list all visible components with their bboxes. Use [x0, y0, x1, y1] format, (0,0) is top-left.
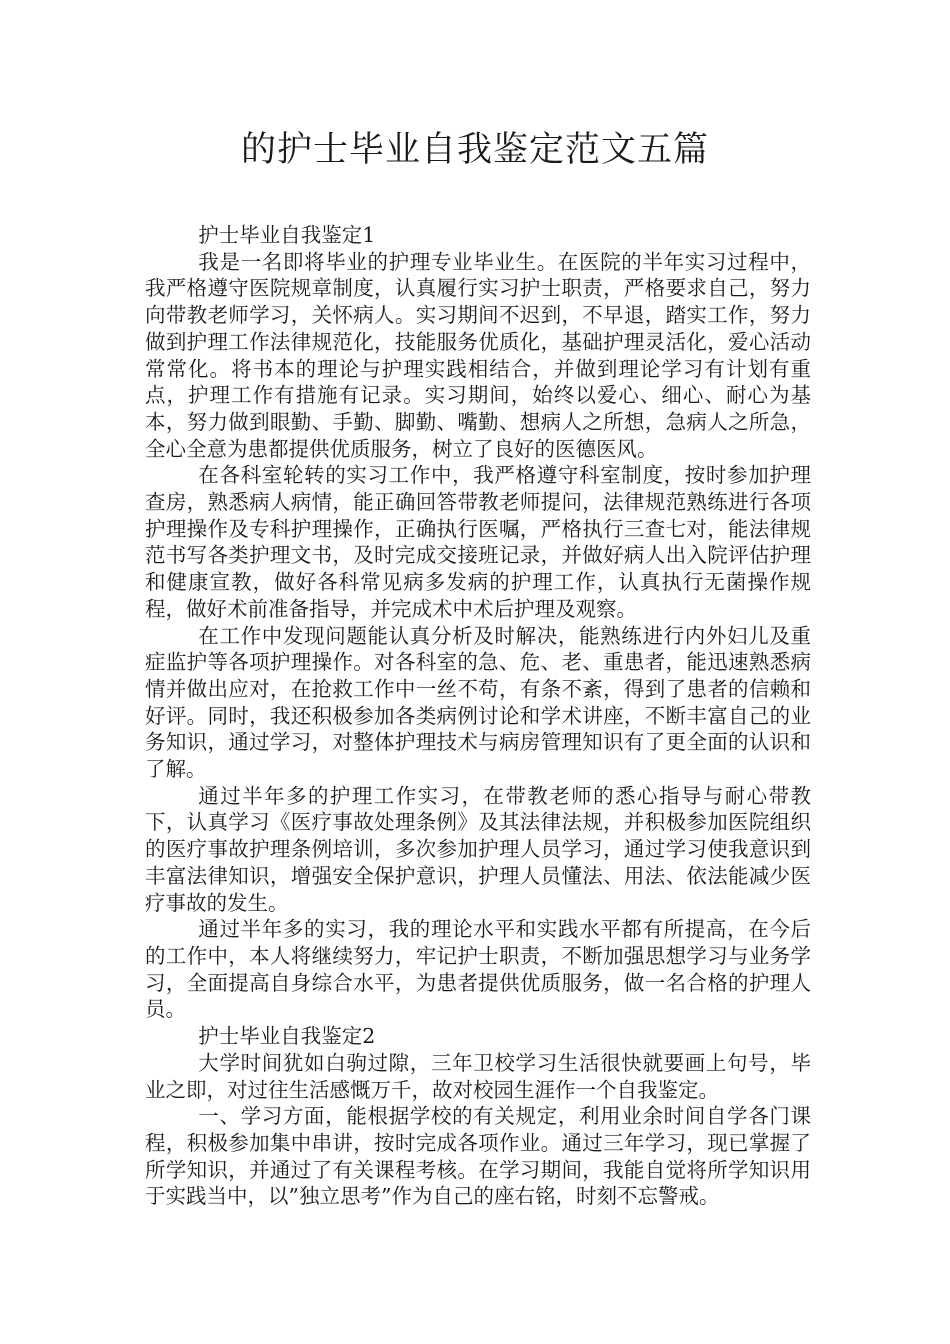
document-body [145, 222, 811, 1210]
paragraph: 在工作中发现问题能认真分析及时解决，能熟练进行内外妇儿及重症监护等各项护理操作。对各科室的急、危、老、重患者，能迅速熟悉病情并做出应对，在抢救工作中一丝不苟，有条不紊，得到了患者的信赖和好评。同时，我还积极参加各类病例讨论和学术讲座，不断丰富自己的业务知识，通过学习，对整体护理技术与病房管理知识有了更全面的认识和了解。 [145, 623, 811, 782]
paragraph: 一、学习方面，能根据学校的有关规定，利用业余时间自学各门课程，积极参加集中串讲，按时完成各项作业。通过三年学习，现已掌握了所学知识，并通过了有关课程考核。在学习期间，我能自觉将所学知识用于实践当中，以”独立思考”作为自己的座右铭，时刻不忘警戒。 [145, 1104, 811, 1209]
paragraph: 在各科室轮转的实习工作中，我严格遵守科室制度，按时参加护理查房，熟悉病人病情，能正确回答带教老师提问，法律规范熟练进行各项护理操作及专科护理操作，正确执行医嘱，严格执行三查七对，能法律规范书写各类护理文书，及时完成交接班记录，并做好病人出入院评估护理和健康宣教，做好各科常见病多发病的护理工作，认真执行无菌操作规程，做好术前准备指导，并完成术中术后护理及观察。 [145, 463, 811, 621]
section-heading: 护士毕业自我鉴定1 [198, 223, 376, 247]
document-title: 的护士毕业自我鉴定范文五篇 [240, 130, 709, 170]
paragraph: 通过半年多的实习，我的理论水平和实践水平都有所提高，在今后的工作中，本人将继续努力，牢记护士职责，不断加强思想学习与业务学习，全面提高自身综合水平，为患者提供优质服务，做一名合格的护理人员。 [145, 917, 811, 1022]
paragraph: 我是一名即将毕业的护理专业毕业生。在医院的半年实习过程中，我严格遵守医院规章制度，认真履行实习护士职责，严格要求自己，努力向带教老师学习，关怀病人。实习期间不迟到，不早退，踏实工作，努力做到护理工作法律规范化，技能服务优质化，基础护理灵活化，爱心活动常常化。将书本的理论与护理实践相结合，并做到理论学习有计划有重点，护理工作有措施有记录。实习期间，始终以爱心、细心、耐心为基本，努力做到眼勤、手勤、脚勤、嘴勤、想病人之所想，急病人之所急，全心全意为患都提供优质服务，树立了良好的医德医风。 [145, 249, 811, 461]
section-heading: 护士毕业自我鉴定2 [198, 1024, 376, 1049]
paragraph: 通过半年多的护理工作实习，在带教老师的悉心指导与耐心带教下，认真学习《医疗事故处理条例》及其法律法规，并积极参加医院组织的医疗事故护理条例培训，多次参加护理人员学习，通过学习使我意识到丰富法律知识，增强安全保护意识，护理人员懂法、用法、依法能减少医疗事故的发生。 [145, 783, 811, 915]
paragraph: 大学时间犹如白驹过隙，三年卫校学习生活很快就要画上句号，毕业之即，对过往生活感慨万千，故对校园生涯作一个自我鉴定。 [145, 1050, 811, 1102]
